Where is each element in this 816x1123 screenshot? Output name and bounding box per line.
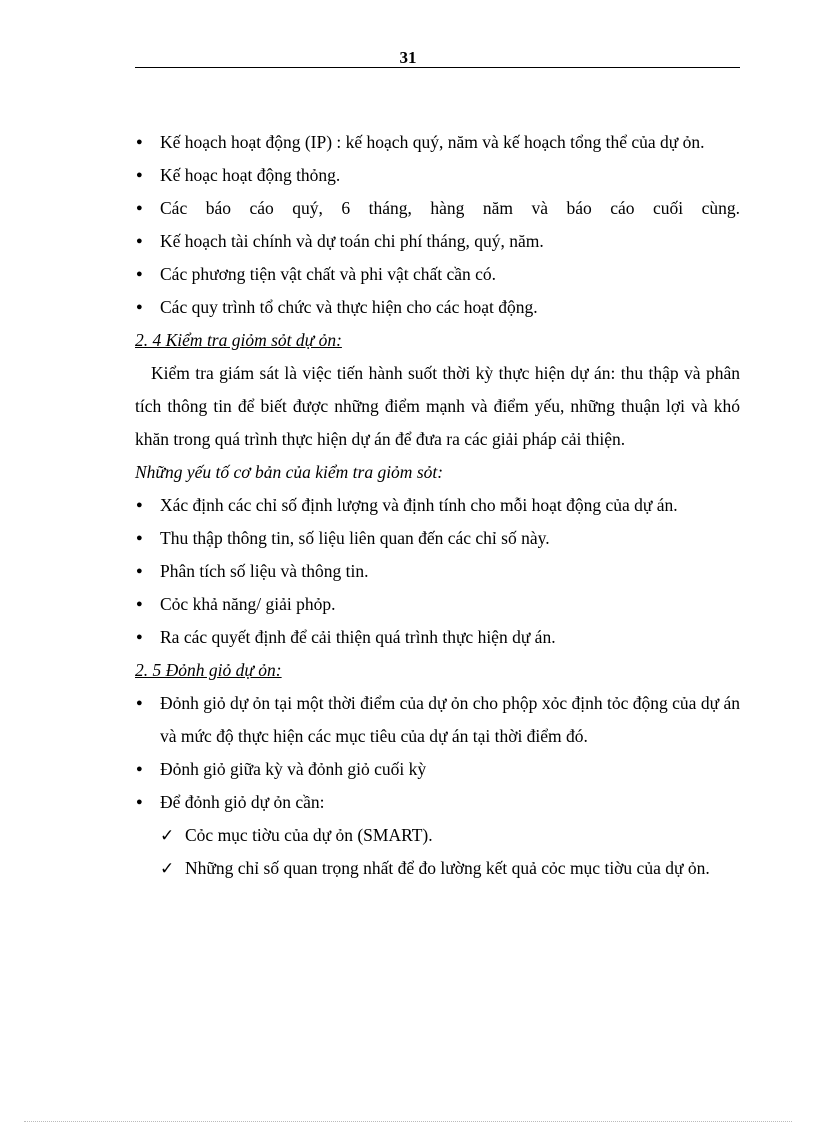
list-item: ● Đỏnh giỏ dự ỏn tại một thời điểm của dự ỏn cho phộp xỏc định tỏc động của dự án và mức độ thực hiện các mục tiêu của dự án tại thời điểm đó. [135,687,740,753]
section-2-5-heading [135,654,740,687]
evaluation-list [135,687,740,819]
list-item: ● Các báo cáo quý, 6 tháng, hàng năm và báo cáo cuối cùng. [135,192,740,225]
list-item: ● Xác định các chỉ số định lượng và định tính cho mỗi hoạt động của dự án. [135,489,740,522]
evaluation-requirements-list [135,819,740,885]
list-item: ● Kế hoạc hoạt động thỏng. [135,159,740,192]
check-list-item [135,852,740,885]
page-bottom-border [24,1121,792,1122]
plan-documents-list [135,126,740,324]
monitoring-factors-list [135,489,740,654]
page-number: 31 [399,48,417,67]
list-item: ● Các phương tiện vật chất và phi vật chất cần có. [135,258,740,291]
check-item-text: Cỏc mục tiờu của dự ỏn (SMART). [185,825,433,845]
header-rule [135,67,740,68]
monitoring-factors-subheading: Những yếu tố cơ bản của kiểm tra giỏm sỏt: [135,462,444,482]
list-item: ● Phân tích số liệu và thông tin. [135,555,740,588]
check-list-item [135,819,740,852]
list-item: ● Kế hoạch hoạt động (IP) : kế hoạch quý, năm và kế hoạch tổng thể của dự ỏn. [135,126,740,159]
list-item: ● Thu thập thông tin, số liệu liên quan đến các chỉ số này. [135,522,740,555]
list-item: ● Các quy trình tổ chức và thực hiện cho các hoạt động. [135,291,740,324]
section-heading: 2. 4 Kiểm tra giỏm sỏt dự ỏn: [135,330,342,350]
section-2-4-paragraph: Kiểm tra giám sát là việc tiến hành suốt thời kỳ thực hiện dự án: thu thập và phân tích thông tin để biết được những điểm mạnh và điểm yếu, những thuận lợi và khó khăn trong quá trình thực hiện dự án để đưa ra các giải pháp cải thiện. [135,363,740,449]
page-body [135,126,740,885]
checkmark-icon: ✓ [160,826,175,845]
list-item: ● Để đỏnh giỏ dự ỏn cần: [135,786,740,819]
list-item: ● Ra các quyết định để cải thiện quá trình thực hiện dự án. [135,621,740,654]
check-item-text: Những chỉ số quan trọng nhất để đo lường kết quả cỏc mục tiờu của dự ỏn. [185,858,710,878]
section-2-4-heading [135,324,740,357]
list-item: ● Đỏnh giỏ giữa kỳ và đỏnh giỏ cuối kỳ [135,753,740,786]
section-heading: 2. 5 Đỏnh giỏ dự ỏn: [135,660,282,680]
list-item: ● Cỏc khả năng/ giải phỏp. [135,588,740,621]
list-item: ● Kế hoạch tài chính và dự toán chi phí tháng, quý, năm. [135,225,740,258]
checkmark-icon: ✓ [160,859,175,878]
